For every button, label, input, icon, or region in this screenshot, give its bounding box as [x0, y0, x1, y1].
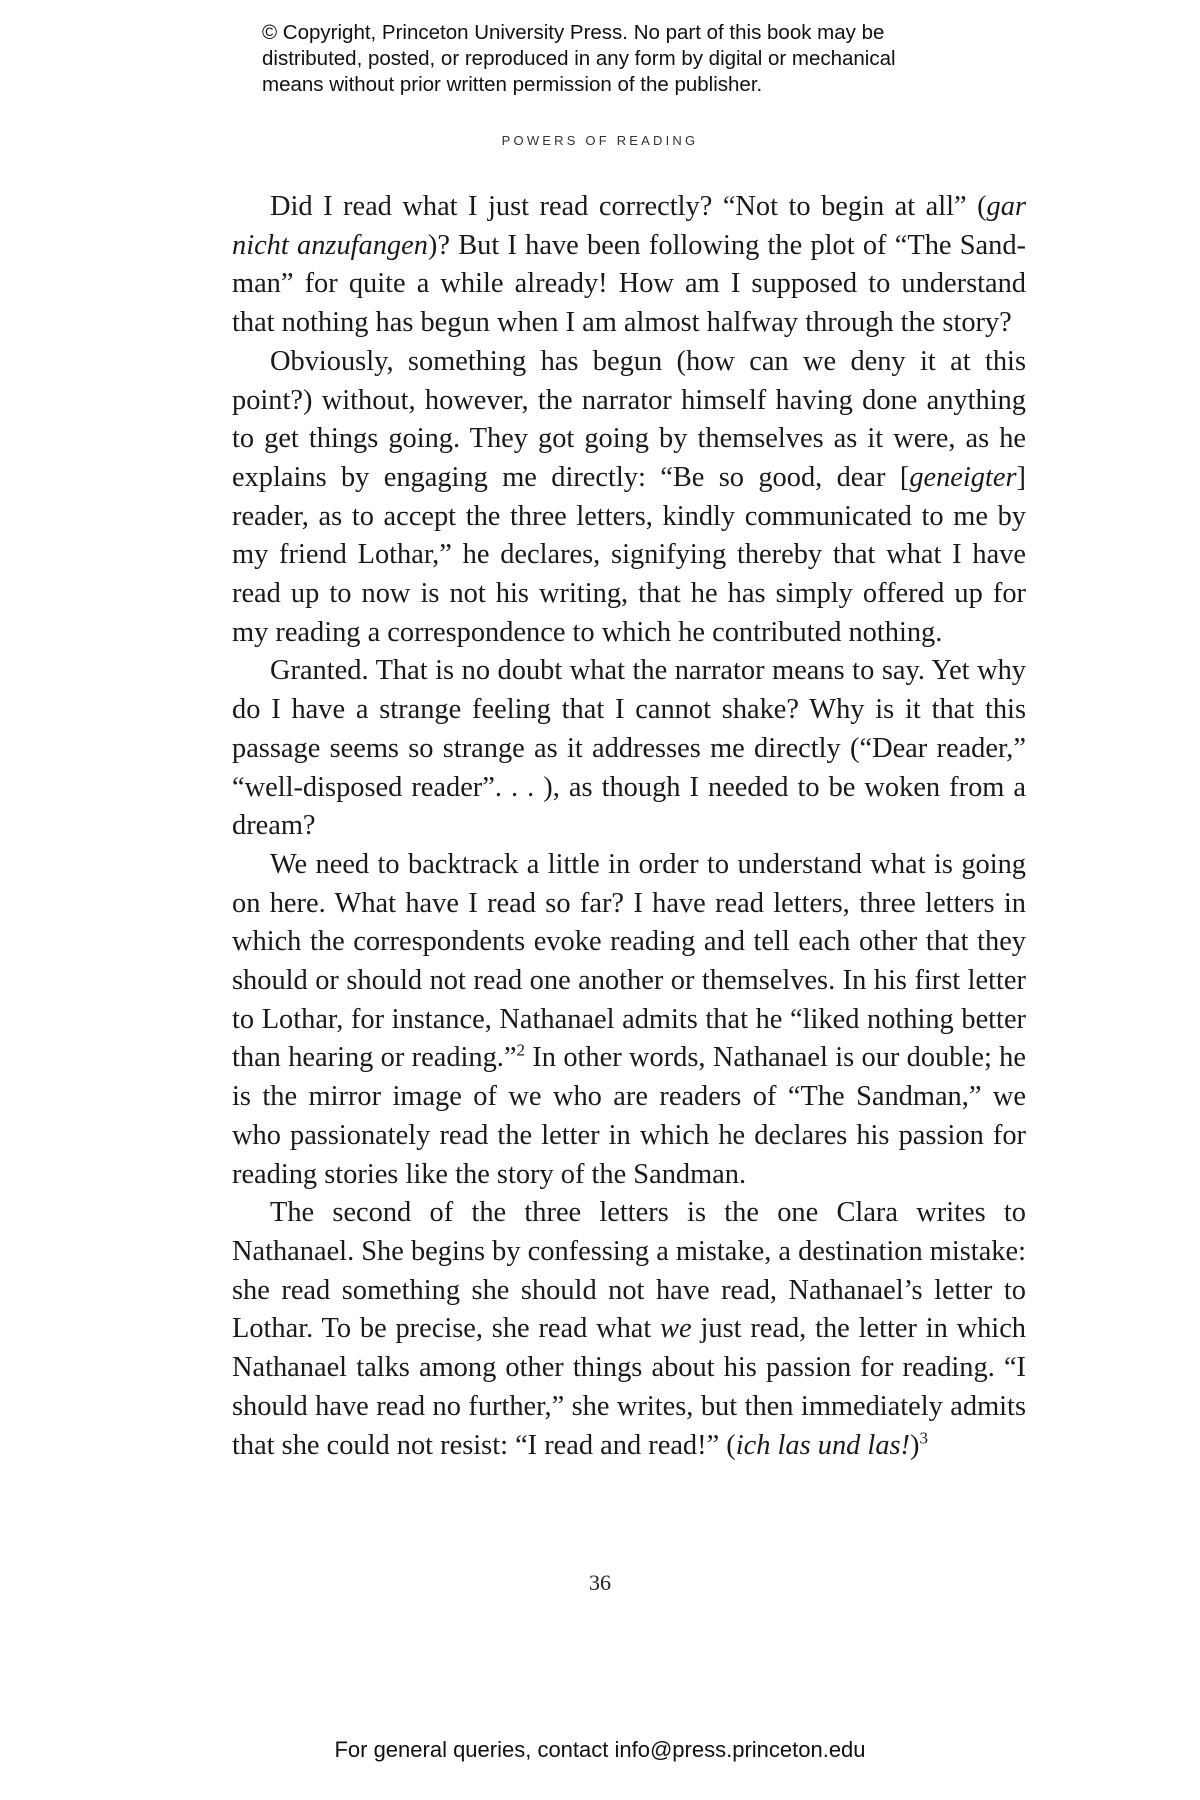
text-run: Granted. That is no doubt what the narrator means to say. Yet why do I have a strange feeling that I cannot shake? Why is it that this passage seems so strange as it addresses me directly (“Dear reader,” “well-disposed reader”. . . ), as though I needed to be woken from a dream?	[232, 655, 1026, 842]
copyright-notice	[262, 20, 982, 98]
italic-text: geneigter	[909, 461, 1017, 493]
text-run: ] reader, as to accept the three letters, kindly communicated to me by my friend Lothar,” he declares, signifying thereby that what I have read up to now is not his writing, that he has simply offered up for my reading a correspondence to which he contributed nothing.	[232, 461, 1026, 648]
body-text	[232, 188, 1026, 1465]
text-run: Did I read what I just read correctly? “Not to begin at all” (	[270, 191, 987, 222]
italic-text: we	[660, 1313, 692, 1345]
running-head: POWERS OF READING	[501, 133, 699, 148]
text-run: )? But I have been following the plot of “The Sandman” for quite a while already! How am I supposed to understand that nothing has begun when I am almost halfway through the story?	[232, 229, 1026, 339]
text-run: just read, the letter in which Nathanael talks among other things about his passion for reading. “I should have read no further,” she writes, but then immediately admits that she could not resist: “I read and read!” (	[232, 1313, 1026, 1461]
paragraph	[232, 343, 1026, 653]
text-run: The second of the three letters is the one Clara writes to Nathanael. She begins by confessing a mistake, a destination mistake: she read something she should not have read, Nathanael’s letter to Lothar. To be precise, she read what	[232, 1197, 1026, 1345]
text-run: We need to backtrack a little in order to understand what is going on here. What have I read so far? I have read letters, three letters in which the correspondents evoke reading and tell each other that they should or should not read one another or themselves. In his first letter to Lothar, for instance, Nathanael admits that he “liked nothing better than hearing or reading.”	[232, 848, 1026, 1074]
italic-text: ich las und las!	[735, 1429, 911, 1461]
footer-contact: For general queries, contact info@press.princeton.edu	[334, 1737, 866, 1762]
footnote-marker: 3	[919, 1427, 928, 1447]
paragraph	[232, 188, 1026, 343]
copyright-line: distributed, posted, or reproduced in any form by digital or mechanical	[262, 47, 896, 70]
copyright-line: means without prior written permission of the publisher.	[262, 73, 763, 96]
italic-text: gar nicht anzufangen	[232, 191, 1026, 261]
paragraph	[232, 846, 1026, 1194]
paragraph	[232, 652, 1026, 846]
copyright-line: © Copyright, Princeton University Press. No part of this book may be	[262, 21, 885, 44]
page-number: 36	[589, 1570, 611, 1595]
paragraph	[232, 1194, 1026, 1465]
text-run: In other words, Nathanael is our double; he is the mirror image of we who are readers of “The Sandman,” we who passionately read the letter in which he declares his passion for reading stories like the story of the Sandman.	[232, 1042, 1026, 1190]
footnote-marker: 2	[516, 1040, 525, 1060]
text-run: Obviously, something has begun (how can we deny it at this point?) without, however, the narrator himself having done anything to get things going. They got going by themselves as it were, as he explains by engaging me directly: “Be so good, dear [	[232, 345, 1026, 493]
text-run: )	[910, 1429, 920, 1461]
